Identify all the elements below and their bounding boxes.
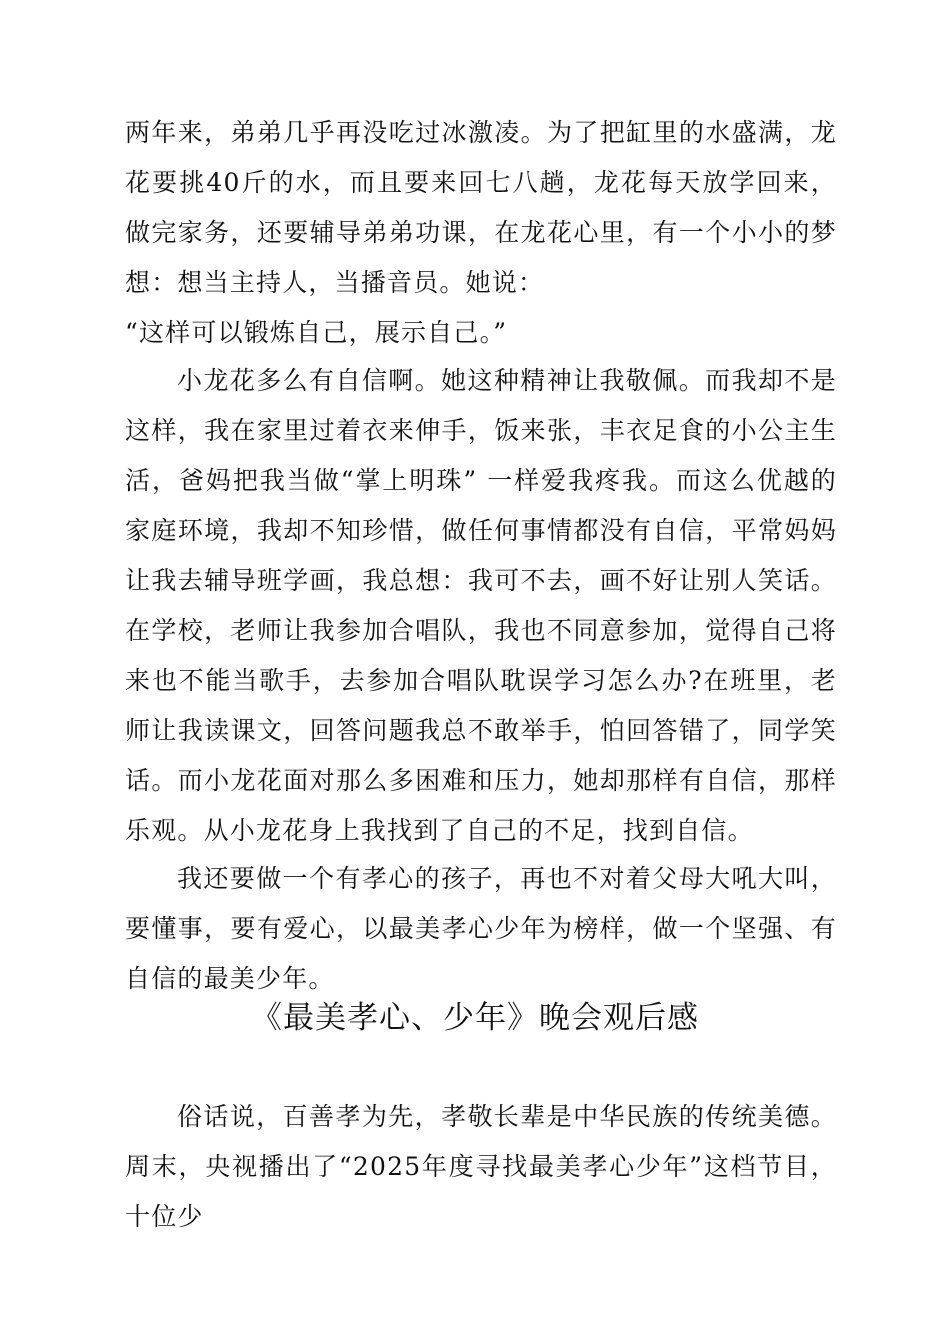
essay-title: 《最美孝心、少年》晚会观后感 xyxy=(251,1000,699,1036)
paragraph-continuation: 两年来，弟弟几乎再没吃过冰激凌。为了把缸里的水盛满，龙花要挑40斤的水，而且要来回七八趟，龙花每天放学回来，做完家务，还要辅导弟弟功课，在龙花心里，有一个小小的梦想：想当主持人，当播音员。她说： xyxy=(125,118,837,297)
paragraph-quote: “这样可以锻炼自己，展示自己。” xyxy=(125,318,508,347)
paragraph-reflection: 小龙花多么有自信啊。她这种精神让我敬佩。而我却不是这样，我在家里过着衣来伸手，饭来张，丰衣足食的小公主生活，爸妈把我当做“掌上明珠” 一样爱我疼我。而这么优越的家庭环境，我却不知珍惜，做任何事情都没有自信，平常妈妈让我去辅导班学画，我总想：我可不去，画不好让别人笑话。在学校，老师让我参加合唱队，我也不同意参加，觉得自己将来也不能当歌手，去参加合唱队耽误学习怎么办?在班里，老师让我读课文，回答问题我总不敢举手，怕回答错了，同学笑话。而小龙花面对那么多困难和压力，她却那样有自信，那样乐观。从小龙花身上我找到了自己的不足，找到自信。 xyxy=(125,366,837,845)
paragraph-conclusion: 我还要做一个有孝心的孩子，再也不对着父母大吼大叫，要懂事，要有爱心，以最美孝心少年为榜样，做一个坚强、有自信的最美少年。 xyxy=(125,864,837,993)
paragraph-intro: 俗话说，百善孝为先，孝敬长辈是中华民族的传统美德。周末，央视播出了“2025年度寻找最美孝心少年”这档节目，十位少 xyxy=(125,1102,837,1231)
